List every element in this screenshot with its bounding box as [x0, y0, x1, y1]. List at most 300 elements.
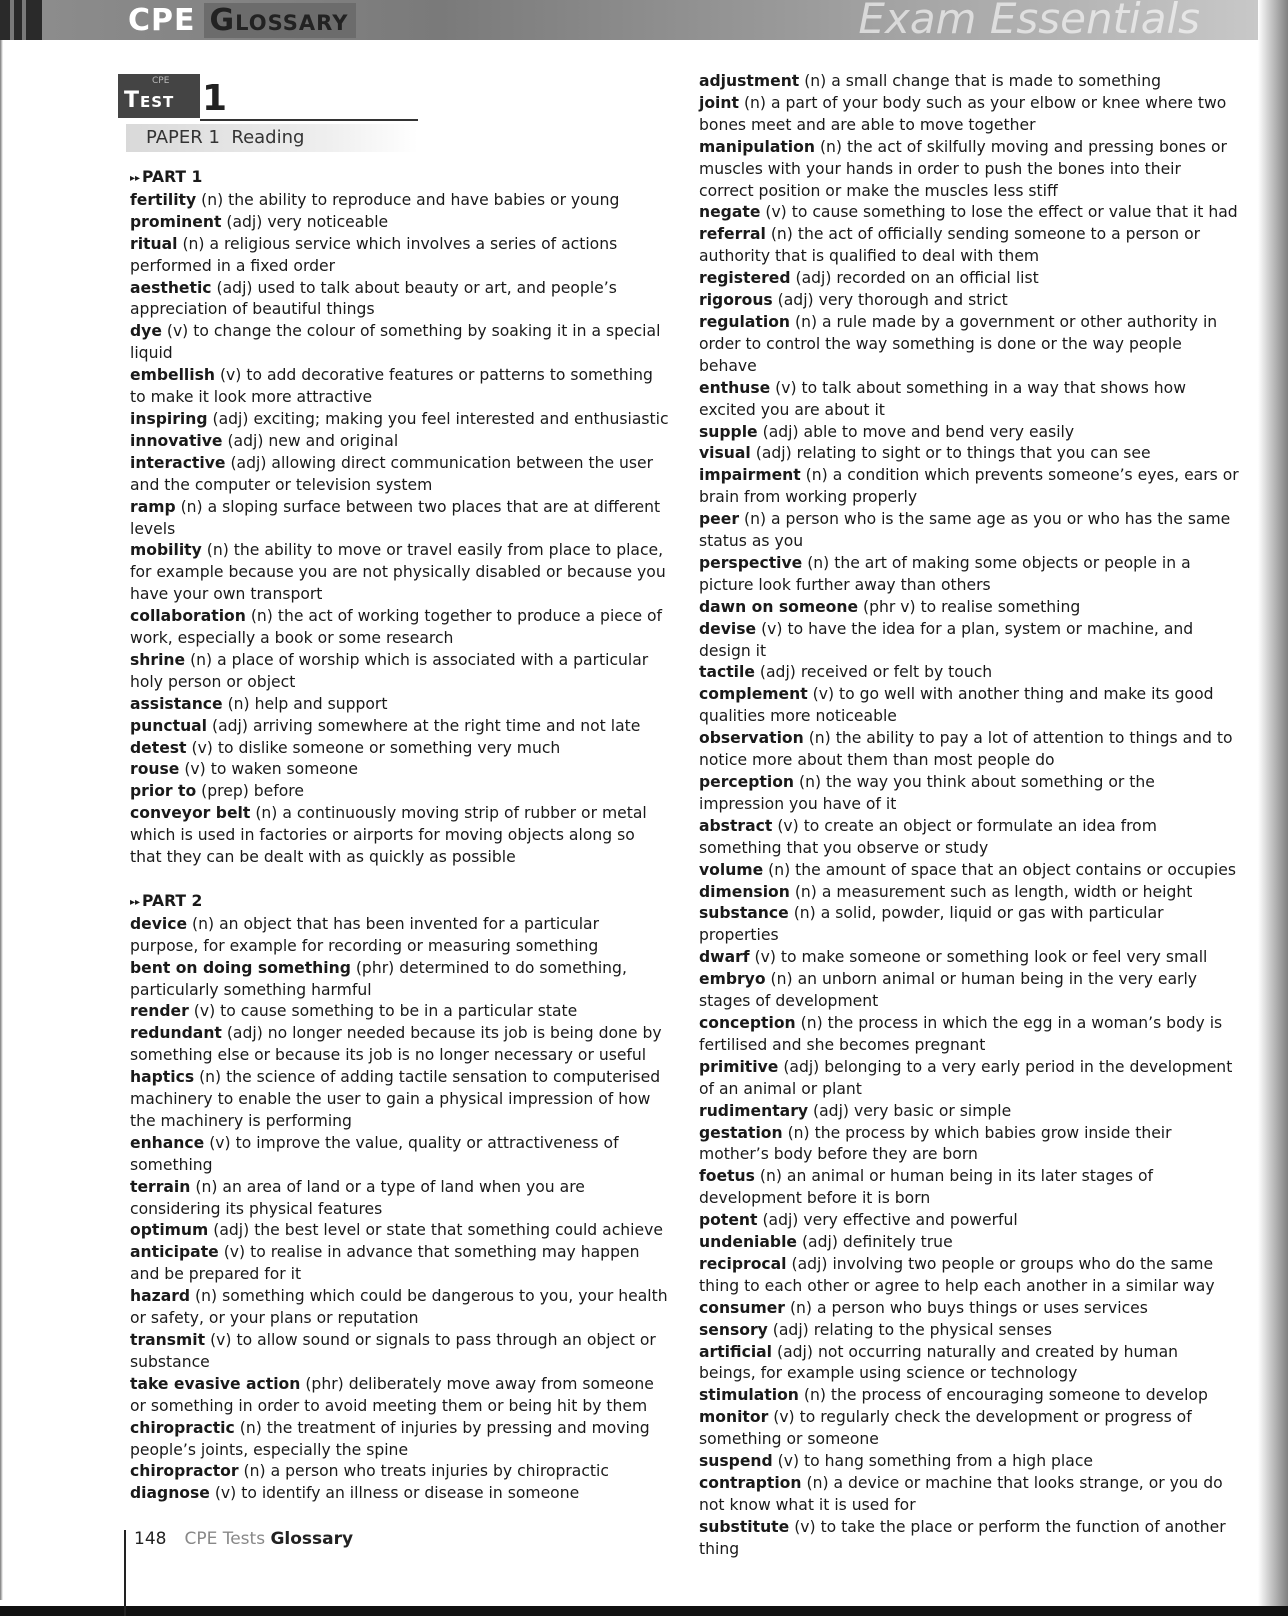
entry-term: stimulation	[699, 1386, 799, 1405]
entry-part-of-speech: (adj)	[777, 1342, 813, 1361]
entry-definition: to cause something to be in a particular state	[220, 1002, 578, 1021]
entry-part-of-speech: (adj)	[801, 1233, 838, 1252]
entry-part-of-speech: (n)	[808, 729, 831, 748]
entry-part-of-speech: (prep)	[201, 782, 249, 801]
entry-term: dwarf	[699, 948, 750, 967]
glossary-entry	[699, 860, 1239, 882]
glossary-entry	[699, 816, 1239, 860]
entry-definition: an object that has been invented for a particular purpose, for example for recording or measuring something	[130, 914, 600, 955]
entry-term: artificial	[699, 1342, 773, 1361]
entry-term: rouse	[130, 760, 180, 779]
entry-part-of-speech: (n)	[819, 137, 842, 156]
entry-part-of-speech: (n)	[743, 510, 767, 529]
entry-part-of-speech: (n)	[805, 466, 828, 485]
entry-part-of-speech: (adj)	[795, 269, 832, 288]
entry-term: contraption	[699, 1474, 802, 1492]
glossary-entry	[699, 969, 1239, 1013]
glossary-entry	[699, 684, 1239, 728]
glossary-entry	[130, 781, 670, 803]
entry-term: monitor	[699, 1408, 769, 1427]
glossary-entry	[699, 597, 1239, 619]
header-section: Glossary	[204, 3, 357, 38]
entry-term: enhance	[130, 1133, 205, 1152]
entry-part-of-speech: (n)	[250, 607, 273, 626]
entry-definition: no longer needed because its job is being done by something else or because its job is no longer necessary or useful	[130, 1024, 662, 1065]
entry-term: assistance	[130, 694, 223, 713]
entry-term: chiropractic	[130, 1418, 235, 1437]
entry-definition: a rule made by a government or other authority in order to control the way something is done or the way people behave	[699, 312, 1218, 375]
entry-definition: exciting; making you feel interested and enthusiastic	[253, 409, 669, 428]
entry-definition: a person who buys things or uses services	[816, 1298, 1148, 1317]
entry-term: shrine	[130, 650, 186, 669]
entry-part-of-speech: (adj)	[762, 422, 799, 441]
glossary-entry	[699, 1254, 1239, 1298]
glossary-entry	[130, 803, 670, 869]
entry-part-of-speech: (n)	[239, 1418, 262, 1437]
entry-definition: a person who is the same age as you or who has the same status as you	[699, 510, 1231, 551]
glossary-entry	[130, 1418, 670, 1462]
entry-definition: the amount of space that an object contains or occupies	[795, 860, 1236, 879]
entry-part-of-speech: (n)	[794, 312, 818, 331]
glossary-entry	[699, 882, 1239, 904]
entry-definition: the way you think about something or the impression you have of it	[699, 773, 1155, 813]
entry-part-of-speech: (phr v)	[863, 597, 916, 616]
entry-definition: a solid, powder, liquid or gas with particular properties	[699, 904, 1164, 945]
entry-term: embellish	[130, 366, 215, 385]
footer-section: Glossary	[270, 1529, 354, 1549]
entry-definition: definitely true	[842, 1233, 953, 1252]
entry-definition: determined to do something, particularly something harmful	[130, 958, 627, 999]
glossary-entry	[130, 409, 670, 431]
entry-term: foetus	[699, 1167, 755, 1186]
entry-part-of-speech: (n)	[799, 773, 822, 791]
glossary-entry	[130, 540, 670, 606]
entry-part-of-speech: (n)	[787, 1123, 810, 1142]
glossary-entry	[130, 453, 670, 497]
entry-definition: the best level or state that something could achieve	[254, 1221, 663, 1240]
part-heading	[130, 167, 670, 190]
part-heading	[130, 891, 670, 914]
entry-term: tactile	[699, 663, 755, 682]
glossary-entry	[130, 1461, 670, 1483]
entry-term: take evasive action	[130, 1374, 301, 1393]
entry-part-of-speech: (v)	[223, 1243, 246, 1262]
test-badge	[118, 74, 200, 118]
entry-definition: a small change that is made to something	[831, 72, 1162, 90]
entry-term: innovative	[130, 431, 223, 450]
entry-definition: to realise something	[920, 597, 1081, 616]
glossary-entry	[699, 443, 1239, 465]
entry-definition: a sloping surface between two places that are at different levels	[130, 497, 661, 538]
entry-part-of-speech: (n)	[201, 190, 224, 209]
entry-part-of-speech: (n)	[794, 882, 817, 901]
entry-definition: an animal or human being in its later stages of development before it is born	[699, 1167, 1154, 1208]
glossary-entry	[130, 234, 670, 278]
footer-series: CPE Tests	[184, 1529, 266, 1549]
entry-part-of-speech: (adj)	[230, 453, 267, 472]
entry-definition: to have the idea for a plan, system or machine, and design it	[699, 619, 1194, 660]
entry-definition: to make someone or something look or feel very small	[780, 948, 1208, 967]
entry-definition: involving two people or groups who do the same thing to each other or agree to help each another in a similar way	[699, 1254, 1215, 1295]
glossary-entry	[699, 224, 1239, 268]
glossary-entry	[699, 1473, 1239, 1517]
glossary-entry	[130, 914, 670, 958]
entry-term: reciprocal	[699, 1254, 787, 1273]
glossary-entry	[130, 1133, 670, 1177]
part-label: PART 1	[142, 168, 203, 186]
test-badge-small-label: CPE	[152, 76, 170, 86]
footer-rule	[124, 1530, 126, 1616]
glossary-entry	[130, 212, 670, 234]
glossary-entry	[699, 1342, 1239, 1386]
entry-term: supple	[699, 422, 758, 441]
entry-term: potent	[699, 1211, 758, 1230]
header-title	[128, 3, 356, 38]
entry-part-of-speech: (adj)	[227, 431, 264, 450]
glossary-entry	[699, 71, 1239, 93]
entry-definition: to talk about something in a way that shows how excited you are about it	[699, 378, 1186, 419]
entry-term: anticipate	[130, 1243, 219, 1262]
entry-part-of-speech: (n)	[255, 804, 278, 823]
glossary-entry	[130, 606, 670, 650]
entry-part-of-speech: (adj)	[762, 1211, 799, 1230]
glossary-entry	[130, 1330, 670, 1374]
entry-term: ramp	[130, 497, 176, 516]
entry-definition: a measurement such as length, width or height	[821, 882, 1193, 901]
paper-label: PAPER 1 Reading	[146, 127, 305, 148]
entry-term: rudimentary	[699, 1101, 809, 1120]
entry-part-of-speech: (adj)	[226, 212, 263, 231]
header-series: Exam Essentials	[858, 0, 1200, 43]
glossary-entry	[699, 1407, 1239, 1451]
entry-term: suspend	[699, 1452, 773, 1471]
glossary-entry	[699, 1517, 1239, 1561]
glossary-entry	[130, 1177, 670, 1221]
entry-definition: the ability to pay a lot of attention to things and to notice more about them than most people do	[699, 729, 1233, 770]
entry-part-of-speech: (n)	[195, 1287, 218, 1306]
entry-part-of-speech: (v)	[765, 203, 787, 222]
page-bottom-edge	[0, 1606, 1288, 1616]
entry-definition: to take the place or perform the function of another thing	[699, 1517, 1226, 1558]
entry-term: perspective	[699, 553, 803, 572]
entry-term: transmit	[130, 1331, 206, 1350]
entry-part-of-speech: (adj)	[226, 1024, 263, 1043]
entry-part-of-speech: (v)	[214, 1484, 237, 1503]
entry-definition: the art of making some objects or people in a picture look further away than others	[699, 553, 1191, 594]
glossary-entry	[130, 321, 670, 365]
book-spine-shadow	[1258, 0, 1288, 1616]
entry-definition: to create an object or formulate an idea from something that you observe or study	[699, 816, 1157, 857]
entry-term: sensory	[699, 1320, 768, 1339]
entry-definition: a place of worship which is associated with a particular holy person or object	[130, 650, 649, 691]
entry-definition: very basic or simple	[853, 1101, 1012, 1120]
entry-part-of-speech: (v)	[761, 619, 783, 638]
entry-definition: the process of encouraging someone to develop	[830, 1386, 1208, 1405]
glossary-entry	[130, 278, 670, 322]
glossary-entry	[699, 1451, 1239, 1473]
glossary-entry	[130, 1067, 670, 1133]
entry-term: diagnose	[130, 1484, 210, 1503]
header-brand: CPE	[128, 3, 196, 38]
spacer	[130, 869, 670, 891]
entry-term: volume	[699, 860, 764, 879]
entry-part-of-speech: (v)	[184, 760, 206, 779]
entry-definition: received or felt by touch	[800, 663, 993, 682]
entry-part-of-speech: (adj)	[212, 716, 248, 735]
entry-definition: a person who treats injuries by chiropractic	[270, 1462, 609, 1481]
entry-term: chiropractor	[130, 1462, 239, 1481]
entry-part-of-speech: (v)	[773, 1408, 795, 1427]
entry-definition: a continuously moving strip of rubber or metal which is used in factories or airports for moving objects along so that they can be dealt with as quickly as possible	[130, 804, 647, 867]
glossary-entry	[130, 738, 670, 760]
entry-term: dye	[130, 322, 162, 341]
entry-term: interactive	[130, 453, 226, 472]
entry-term: redundant	[130, 1024, 222, 1043]
entry-part-of-speech: (v)	[777, 1452, 800, 1471]
entry-definition: an unborn animal or human being in the very early stages of development	[699, 970, 1198, 1011]
entry-part-of-speech: (v)	[775, 378, 797, 397]
entry-part-of-speech: (phr)	[305, 1374, 344, 1393]
entry-definition: able to move and bend very easily	[803, 422, 1075, 441]
entry-definition: very thorough and strict	[818, 291, 1008, 310]
glossary-entry	[699, 422, 1239, 444]
entry-term: dawn on someone	[699, 597, 859, 616]
entry-term: substance	[699, 904, 789, 923]
entry-definition: to identify an illness or disease in someone	[241, 1484, 580, 1503]
entry-term: ritual	[130, 234, 178, 253]
glossary-entry	[699, 93, 1239, 137]
entry-term: registered	[699, 269, 791, 288]
entry-term: rigorous	[699, 291, 773, 310]
entry-definition: to realise in advance that something may happen and be prepared for it	[130, 1243, 640, 1284]
glossary-entry	[130, 1242, 670, 1286]
entry-definition: the act of working together to produce a piece of work, especially a book or some research	[130, 607, 663, 648]
entry-definition: something which could be dangerous to you, your health or safety, or your plans or reputation	[130, 1287, 668, 1328]
glossary-entry	[699, 1385, 1239, 1407]
glossary-entry	[699, 903, 1239, 947]
glossary-entry	[699, 1057, 1239, 1101]
entry-term: haptics	[130, 1068, 195, 1087]
entry-part-of-speech: (adj)	[216, 278, 253, 297]
glossary-entry	[130, 497, 670, 541]
entry-part-of-speech: (n)	[195, 1177, 218, 1196]
entry-term: optimum	[130, 1221, 209, 1240]
entry-part-of-speech: (n)	[243, 1462, 266, 1481]
glossary-entry	[130, 694, 670, 716]
entry-definition: the ability to reproduce and have babies or young	[228, 190, 620, 209]
entry-term: conveyor belt	[130, 804, 251, 823]
entry-term: render	[130, 1002, 189, 1021]
glossary-entry	[699, 202, 1239, 224]
entry-term: negate	[699, 203, 761, 222]
glossary-left-column	[130, 167, 670, 1505]
entry-part-of-speech: (v)	[209, 1133, 231, 1152]
entry-part-of-speech: (n)	[770, 225, 793, 244]
double-arrow-icon: ▸▸	[130, 173, 141, 184]
glossary-entry	[699, 553, 1239, 597]
entry-definition: relating to sight or to things that you can see	[796, 444, 1151, 463]
entry-definition: to cause something to lose the effect or value that it had	[791, 203, 1238, 222]
entry-definition: to regularly check the development or progress of something or someone	[699, 1408, 1192, 1449]
entry-term: manipulation	[699, 137, 815, 156]
entry-term: aesthetic	[130, 278, 212, 297]
entry-definition: a condition which prevents someone’s eyes, ears or brain from working properly	[699, 466, 1239, 507]
entry-term: prior to	[130, 782, 197, 801]
entry-definition: belonging to a very early period in the development of an animal or plant	[699, 1057, 1233, 1098]
entry-definition: an area of land or a type of land when you are considering its physical features	[130, 1177, 585, 1218]
entry-part-of-speech: (v)	[166, 322, 189, 341]
entry-part-of-speech: (n)	[789, 1298, 812, 1317]
glossary-entry	[130, 958, 670, 1002]
glossary-entry	[699, 947, 1239, 969]
entry-definition: allowing direct communication between the user and the computer or television system	[130, 453, 654, 494]
entry-part-of-speech: (adj)	[772, 1320, 809, 1339]
paper-heading	[126, 124, 418, 152]
entry-term: devise	[699, 619, 757, 638]
entry-definition: the process by which babies grow inside their mother’s body before they are born	[699, 1123, 1172, 1164]
entry-definition: the treatment of injuries by pressing and moving people’s joints, especially the spine	[130, 1418, 650, 1459]
entry-term: detest	[130, 738, 187, 757]
entry-part-of-speech: (n)	[190, 650, 213, 669]
entry-definition: a part of your body such as your elbow or knee where two bones meet and are able to move together	[699, 93, 1227, 134]
entry-term: mobility	[130, 541, 202, 560]
entry-term: conception	[699, 1013, 796, 1032]
glossary-entry	[699, 1298, 1239, 1320]
page-footer	[134, 1529, 353, 1549]
entry-part-of-speech: (v)	[219, 366, 242, 385]
glossary-entry	[130, 431, 670, 453]
glossary-entry	[130, 1220, 670, 1242]
banner-edge	[0, 0, 42, 40]
glossary-entry	[699, 1232, 1239, 1254]
entry-definition: the science of adding tactile sensation to computerised machinery to enable the user to gain a physical impression of how the machinery is performing	[130, 1068, 661, 1130]
entry-part-of-speech: (n)	[804, 72, 827, 90]
entry-term: undeniable	[699, 1233, 797, 1252]
entry-term: visual	[699, 444, 751, 463]
entry-part-of-speech: (v)	[754, 948, 776, 967]
entry-term: fertility	[130, 190, 197, 209]
entry-part-of-speech: (adj)	[777, 291, 814, 310]
entry-term: prominent	[130, 212, 222, 231]
entry-definition: new and original	[268, 431, 399, 450]
glossary-entry	[699, 619, 1239, 663]
entry-term: bent on doing something	[130, 958, 351, 977]
entry-definition: help and support	[254, 694, 388, 713]
entry-definition: recorded on an official list	[836, 269, 1039, 288]
entry-term: collaboration	[130, 607, 246, 626]
part-label: PART 2	[142, 891, 203, 910]
entry-part-of-speech: (adj)	[759, 663, 796, 682]
glossary-entry	[699, 1166, 1239, 1210]
entry-term: complement	[699, 685, 808, 704]
entry-part-of-speech: (n)	[793, 904, 816, 923]
entry-term: adjustment	[699, 72, 800, 90]
test-label: Test	[124, 88, 175, 113]
entry-part-of-speech: (n)	[743, 93, 766, 112]
glossary-entry	[699, 728, 1239, 772]
entry-part-of-speech: (n)	[806, 1474, 829, 1492]
entry-definition: to hang something from a high place	[804, 1452, 1093, 1471]
glossary-entry	[130, 1023, 670, 1067]
entry-definition: to improve the value, quality or attractiveness of something	[130, 1133, 619, 1174]
glossary-entry	[699, 1013, 1239, 1057]
entry-definition: very effective and powerful	[803, 1211, 1018, 1230]
entry-term: device	[130, 914, 188, 933]
entry-definition: used to talk about beauty or art, and people’s appreciation of beautiful things	[130, 278, 617, 319]
glossary-entry	[699, 290, 1239, 312]
glossary-entry	[130, 1483, 670, 1505]
entry-term: gestation	[699, 1123, 783, 1142]
glossary-right-column	[699, 71, 1239, 1561]
entry-part-of-speech: (n)	[807, 553, 830, 572]
double-arrow-icon: ▸▸	[130, 896, 141, 908]
entry-part-of-speech: (v)	[191, 738, 213, 757]
entry-definition: to add decorative features or patterns to something to make it look more attractive	[130, 366, 653, 407]
test-number: 1	[202, 78, 228, 119]
glossary-entry	[130, 716, 670, 738]
entry-part-of-speech: (adj)	[813, 1101, 849, 1120]
entry-part-of-speech: (adj)	[755, 444, 792, 463]
entry-definition: the act of skilfully moving and pressing bones or muscles with your hands in order to push the bones into their correct position or make the muscles less stiff	[699, 137, 1227, 200]
glossary-entry	[699, 772, 1239, 816]
entry-definition: arriving somewhere at the right time and not late	[252, 716, 641, 735]
entry-part-of-speech: (v)	[794, 1517, 816, 1536]
entry-definition: before	[253, 782, 304, 801]
entry-definition: to change the colour of something by soaking it in a special liquid	[130, 322, 661, 363]
entry-term: terrain	[130, 1177, 191, 1196]
entry-part-of-speech: (n)	[182, 234, 205, 253]
entry-term: enthuse	[699, 378, 771, 397]
entry-part-of-speech: (n)	[192, 914, 215, 933]
heading-rule	[200, 119, 418, 121]
glossary-entry	[699, 1210, 1239, 1232]
glossary-entry	[699, 268, 1239, 290]
entry-term: punctual	[130, 716, 208, 735]
entry-part-of-speech: (n)	[199, 1068, 222, 1087]
entry-part-of-speech: (v)	[193, 1002, 216, 1021]
entry-term: hazard	[130, 1287, 191, 1306]
entry-term: primitive	[699, 1057, 779, 1076]
glossary-entry	[699, 1320, 1239, 1342]
glossary-entry	[130, 190, 670, 212]
entry-definition: very noticeable	[267, 212, 389, 231]
entry-definition: to waken someone	[210, 760, 359, 779]
entry-definition: to allow sound or signals to pass through an object or substance	[130, 1331, 656, 1371]
glossary-entry	[699, 312, 1239, 378]
entry-term: dimension	[699, 882, 790, 901]
entry-term: peer	[699, 510, 740, 529]
entry-definition: the act of officially sending someone to a person or authority that is qualified to deal with them	[699, 225, 1201, 266]
entry-definition: the process in which the egg in a woman’s body is fertilised and she becomes pregnant	[699, 1013, 1223, 1054]
glossary-entry	[130, 365, 670, 409]
header-banner	[0, 0, 1260, 43]
entry-part-of-speech: (n)	[768, 860, 791, 879]
entry-part-of-speech: (n)	[759, 1167, 782, 1186]
entry-definition: not occurring naturally and created by human beings, for example using science or technology	[699, 1342, 1179, 1383]
glossary-entry	[699, 1101, 1239, 1123]
entry-term: impairment	[699, 466, 801, 485]
entry-part-of-speech: (n)	[800, 1013, 823, 1032]
glossary-entry	[130, 1374, 670, 1418]
entry-part-of-speech: (v)	[210, 1331, 232, 1350]
entry-part-of-speech: (v)	[812, 685, 835, 704]
entry-definition: a device or machine that looks strange, or you do not know what it is used for	[699, 1474, 1223, 1514]
entry-term: consumer	[699, 1298, 785, 1317]
entry-definition: a religious service which involves a series of actions performed in a fixed order	[130, 234, 618, 275]
entry-part-of-speech: (phr)	[355, 958, 395, 977]
entry-term: joint	[699, 93, 739, 112]
glossary-entry	[699, 465, 1239, 509]
